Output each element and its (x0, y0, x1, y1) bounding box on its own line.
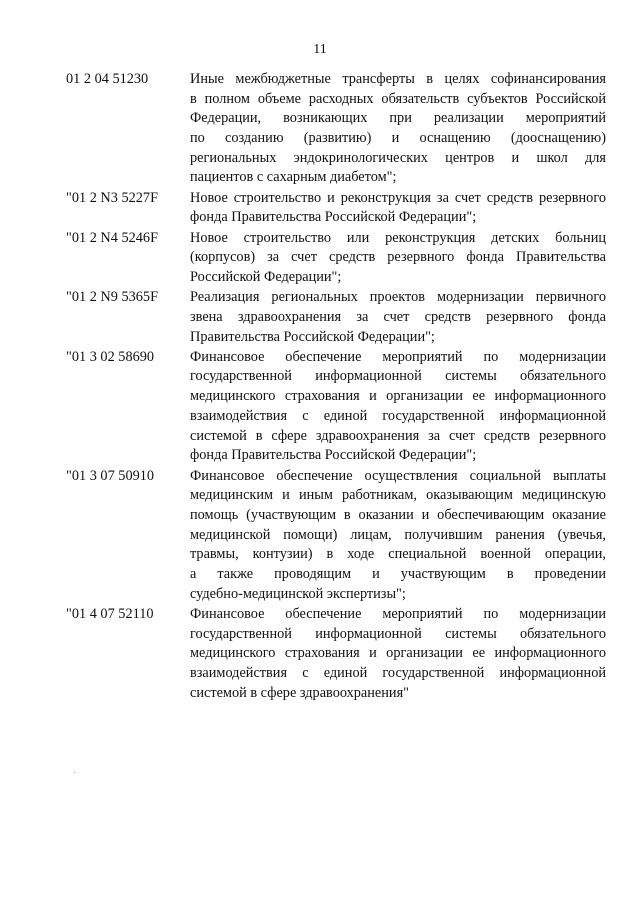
description-line: Правительства Российской Федерации"; (190, 328, 435, 345)
description-line: фонда Правительства Российской Федерации"; (190, 209, 477, 226)
description-line: судебно-медицинской экспертизы"; (190, 585, 406, 602)
description-line: взаимодействия с единой государственной информационной (190, 664, 606, 681)
description-line: государственной информационной системы обязательного (190, 368, 606, 385)
description-line: медицинского страхования и организации ее информационного (190, 388, 606, 405)
description-line: медицинским и иным работникам, оказывающим медицинскую (190, 487, 606, 504)
code-description (190, 70, 606, 188)
description-line: травмы, контузии) в ходе специальной военной операции, (190, 546, 606, 563)
description-line: в полном объеме расходных обязательств субъектов Российской (190, 90, 606, 107)
description-line: фонда Правительства Российской Федерации"; (190, 447, 477, 464)
description-line: помощь (участвующим в оказании и обеспечивающим оказание (190, 506, 606, 523)
description-line: Федерации, возникающих при реализации мероприятий (190, 110, 606, 127)
description-line: (корпусов) за счет средств резервного фонда Правительства (190, 249, 606, 266)
budget-code: "01 4 07 52110 (66, 605, 154, 622)
budget-code: 01 2 04 51230 (66, 71, 149, 87)
budget-code: "01 2 N3 5227F (66, 189, 159, 206)
code-description (190, 288, 606, 347)
description-line: а также проводящим и участвующим в проведении (190, 565, 606, 582)
description-line: государственной информационной системы обязательного (190, 625, 606, 642)
code-description (190, 229, 606, 288)
description-line: Российской Федерации"; (190, 268, 342, 285)
description-line: по созданию (развитию) и оснащению (дооснащению) (190, 130, 606, 147)
description-line: Финансовое обеспечение мероприятий по модернизации (190, 605, 606, 622)
description-line: Финансовое обеспечение осуществления социальной выплаты (190, 467, 606, 484)
code-description (190, 189, 606, 228)
description-line: системой в сфере здравоохранения" (190, 684, 409, 701)
description-line: Реализация региональных проектов модернизации первичного (190, 289, 606, 306)
description-line: Финансовое обеспечение мероприятий по модернизации (190, 348, 606, 365)
page-number: 11 (313, 42, 327, 57)
budget-code: "01 2 N4 5246F (66, 229, 159, 246)
description-line: медицинской помощи) лицам, получившим ранения (увечья, (190, 526, 606, 543)
description-line: медицинского страхования и организации ее информационного (190, 645, 606, 662)
scan-speck (74, 772, 75, 773)
description-line: звена здравоохранения за счет средств резервного фонда (190, 308, 606, 325)
description-line: региональных эндокринологических центров и школ для (190, 149, 606, 166)
description-line: Новое строительство и реконструкция за счет средств резервного (190, 189, 606, 206)
description-line: пациентов с сахарным диабетом"; (190, 169, 397, 186)
code-description (190, 605, 606, 703)
budget-code: "01 3 07 50910 (66, 467, 155, 484)
budget-code: "01 2 N9 5365F (66, 289, 159, 306)
description-line: Иные межбюджетные трансферты в целях софинансирования (190, 71, 606, 87)
code-description (190, 348, 606, 466)
code-description (190, 467, 606, 605)
description-line: Новое строительство или реконструкция детских больниц (190, 229, 606, 246)
description-line: системой в сфере здравоохранения за счет средств резервного (190, 427, 606, 444)
budget-code: "01 3 02 58690 (66, 348, 155, 365)
description-line: взаимодействия с единой государственной информационной (190, 407, 606, 424)
